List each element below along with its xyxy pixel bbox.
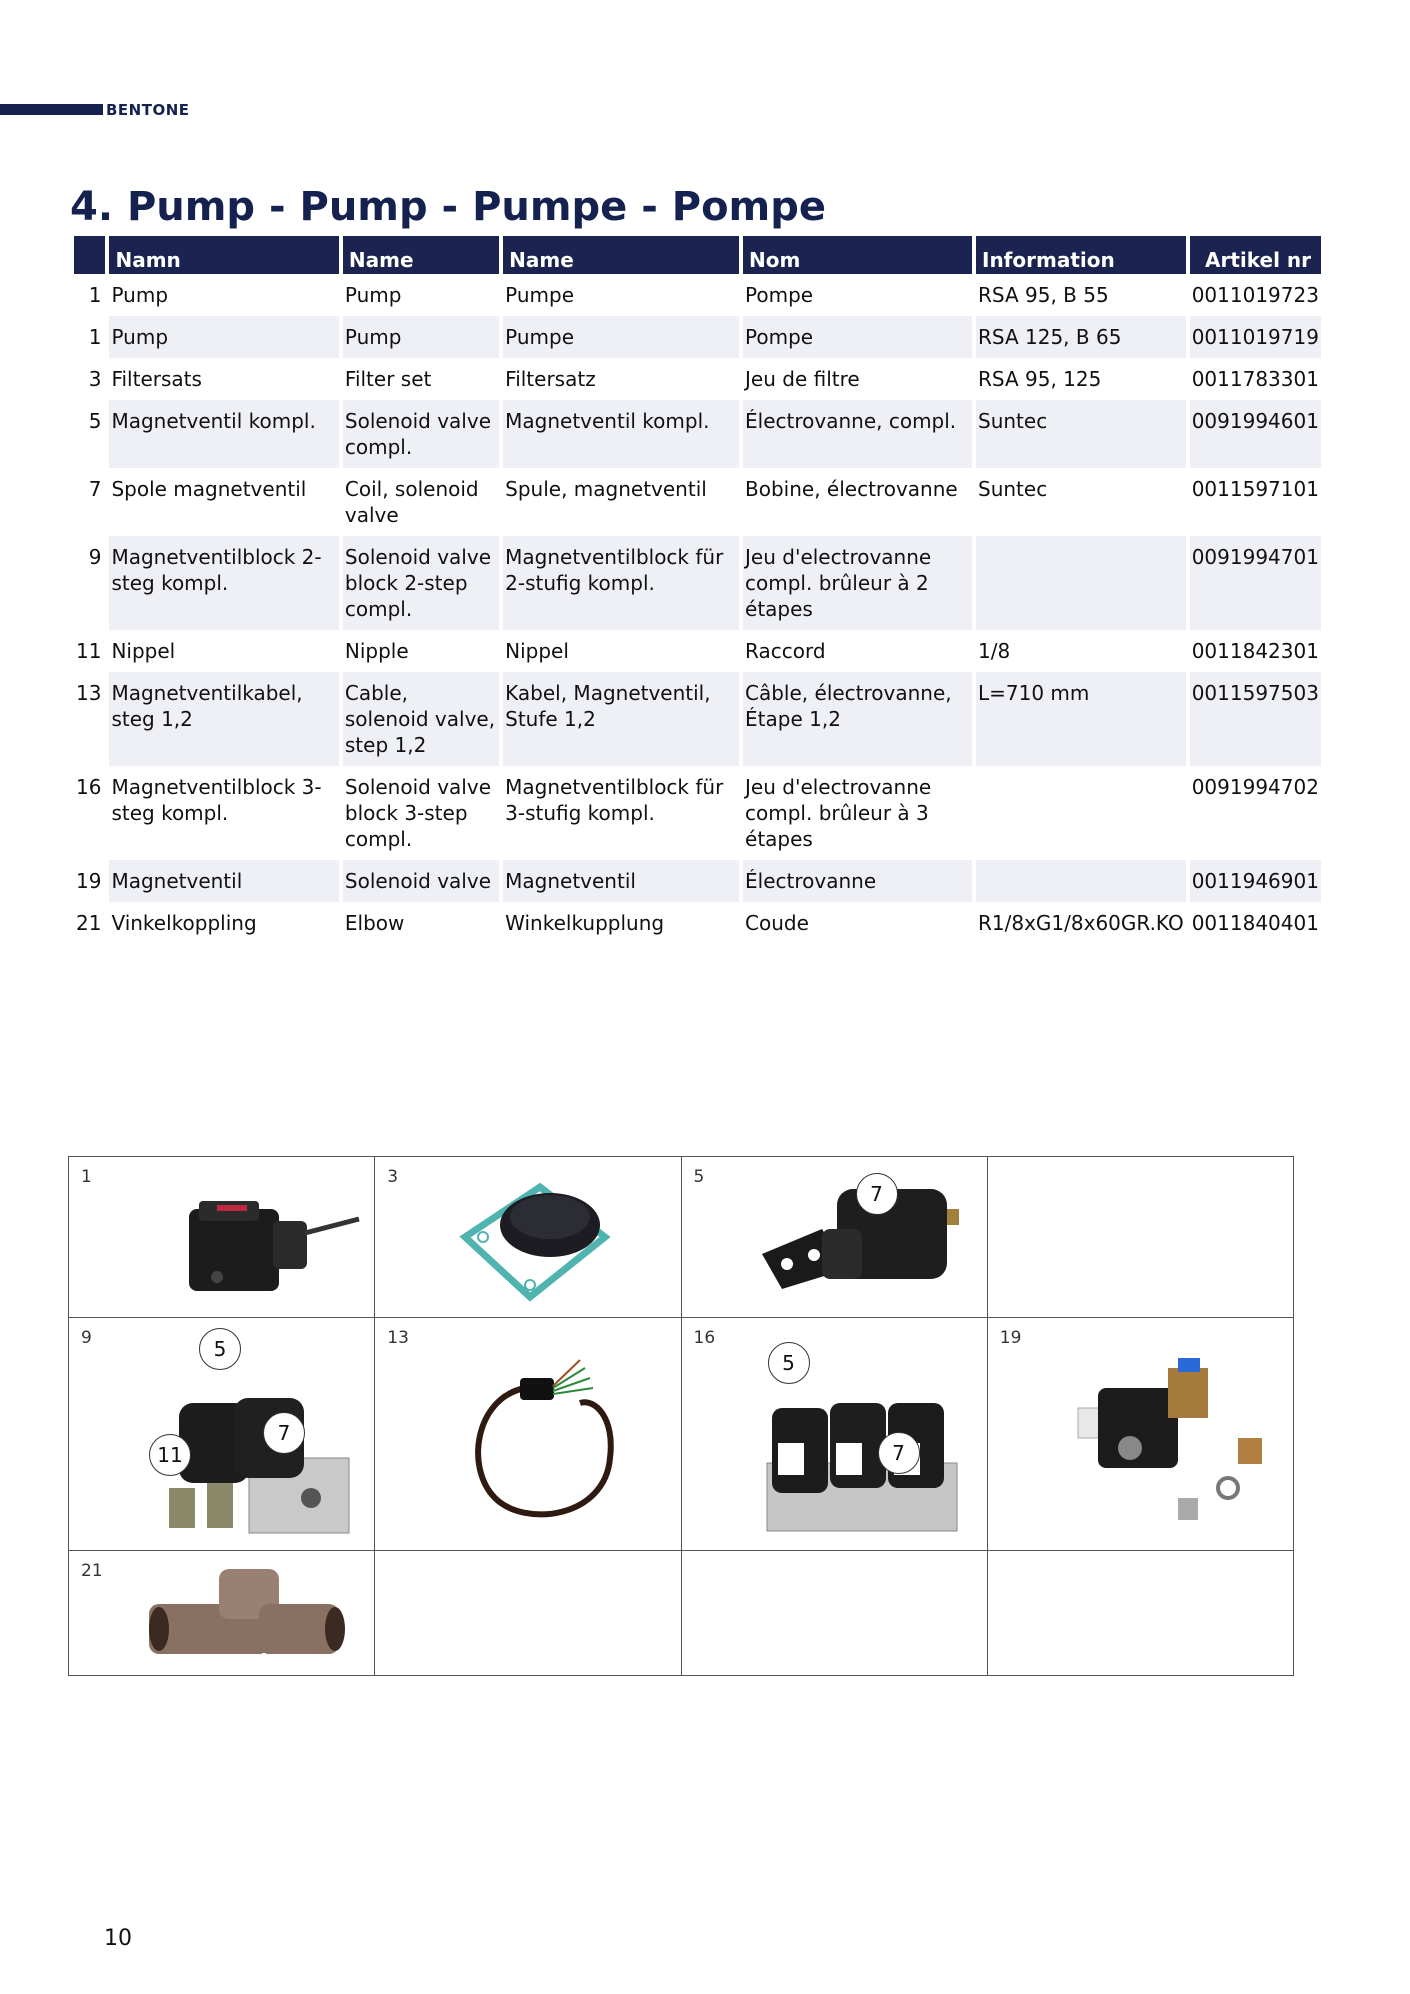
col-namn: Namn	[109, 236, 338, 274]
grid-cell-empty-1	[987, 1157, 1293, 1318]
cell-number: 1	[81, 1167, 92, 1187]
col-nom: Nom	[743, 236, 972, 274]
row-name-en: Nipple	[344, 639, 409, 663]
grid-cell-empty-3	[681, 1551, 987, 1676]
page-title: 4. Pump - Pump - Pumpe - Pompe	[70, 184, 826, 230]
row-namn: Magnetventilblock 2-steg kompl.	[109, 536, 338, 630]
callout-label: 5	[199, 1328, 241, 1370]
row-name-en: Cable, solenoid valve, step 1,2	[343, 672, 499, 766]
row-name-de: Winkelkupplung	[505, 911, 665, 935]
row-namn: Pump	[109, 316, 338, 358]
table-row	[74, 358, 1321, 400]
row-namn: Pump	[111, 283, 169, 307]
row-name-en: Pump	[343, 316, 499, 358]
parts-table	[70, 236, 1325, 944]
row-pos: 21	[76, 911, 102, 935]
row-pos: 9	[88, 545, 102, 569]
table-row	[74, 630, 1321, 672]
brand-bar	[0, 104, 103, 115]
parts-image-grid	[68, 1156, 1294, 1676]
row-pos: 13	[76, 681, 102, 705]
col-artikel-nr: Artikel nr	[1190, 236, 1321, 274]
row-nom: Pompe	[743, 316, 972, 358]
col-pos	[74, 236, 105, 274]
table-row	[74, 316, 1321, 358]
row-namn: Magnetventilkabel, steg 1,2	[109, 672, 338, 766]
row-namn: Nippel	[111, 639, 176, 663]
table-row	[74, 400, 1321, 468]
grid-cell-16	[681, 1318, 987, 1551]
cell-number: 21	[81, 1561, 103, 1581]
row-information: RSA 95, 125	[978, 367, 1102, 391]
row-name-de: Pumpe	[505, 283, 575, 307]
row-information	[976, 766, 1186, 860]
row-artikel-nr: 0011842301	[1191, 639, 1319, 663]
row-name-de: Magnetventil	[503, 860, 739, 902]
row-name-en: Pump	[344, 283, 402, 307]
table-row	[74, 672, 1321, 766]
row-artikel-nr: 0011946901	[1190, 860, 1321, 902]
row-artikel-nr: 0011840401	[1191, 911, 1319, 935]
cell-number: 13	[387, 1328, 409, 1348]
row-artikel-nr: 0011597101	[1191, 477, 1319, 501]
table-row	[74, 536, 1321, 630]
filter-set-image	[455, 1177, 615, 1302]
row-pos: 3	[88, 367, 102, 391]
pump-image	[169, 1181, 399, 1301]
row-information: Suntec	[978, 477, 1048, 501]
row-name-en: Solenoid valve	[343, 860, 499, 902]
row-pos: 11	[76, 639, 102, 663]
row-artikel-nr: 0091994701	[1190, 536, 1321, 630]
table-row	[74, 902, 1321, 944]
grid-cell-3	[375, 1157, 681, 1318]
col-name-en: Name	[343, 236, 499, 274]
row-pos: 19	[76, 869, 102, 893]
row-namn: Vinkelkoppling	[111, 911, 257, 935]
grid-cell-1	[69, 1157, 375, 1318]
row-nom: Câble, électrovanne, Étape 1,2	[743, 672, 972, 766]
elbow-image	[139, 1559, 349, 1669]
row-namn: Filtersats	[111, 367, 202, 391]
row-artikel-nr: 0091994601	[1190, 400, 1321, 468]
row-name-de: Filtersatz	[505, 367, 596, 391]
row-nom: Pompe	[745, 283, 814, 307]
row-name-de: Nippel	[505, 639, 569, 663]
row-information: L=710 mm	[976, 672, 1186, 766]
grid-cell-empty-2	[375, 1551, 681, 1676]
row-nom: Jeu d'electrovanne compl. brûleur à 3 étapes	[745, 775, 932, 851]
row-nom: Jeu d'electrovanne compl. brûleur à 2 étapes	[743, 536, 972, 630]
row-information: RSA 125, B 65	[976, 316, 1186, 358]
grid-cell-5	[681, 1157, 987, 1318]
row-namn: Magnetventil	[109, 860, 338, 902]
grid-cell-9	[69, 1318, 375, 1551]
table-row	[74, 766, 1321, 860]
row-information: RSA 95, B 55	[978, 283, 1109, 307]
row-name-de: Kabel, Magnetventil, Stufe 1,2	[503, 672, 739, 766]
row-information: R1/8xG1/8x60GR.KO	[978, 911, 1184, 935]
row-name-de: Pumpe	[503, 316, 739, 358]
grid-cell-empty-4	[987, 1551, 1293, 1676]
row-name-en: Elbow	[344, 911, 405, 935]
valve-block-3-step-image	[762, 1363, 962, 1543]
row-namn: Spole magnetventil	[111, 477, 307, 501]
solenoid-cable-image	[465, 1348, 625, 1538]
row-information	[976, 536, 1186, 630]
cell-number: 19	[999, 1328, 1022, 1348]
table-row	[74, 468, 1321, 536]
col-information: Information	[976, 236, 1186, 274]
table-row	[74, 860, 1321, 902]
row-name-en: Solenoid valve block 2-step compl.	[343, 536, 499, 630]
row-nom: Électrovanne	[743, 860, 972, 902]
grid-cell-19	[987, 1318, 1293, 1551]
row-artikel-nr: 0011019719	[1190, 316, 1321, 358]
row-artikel-nr: 0011597503	[1190, 672, 1321, 766]
solenoid-valve-19-image	[1058, 1348, 1288, 1538]
row-nom: Coude	[745, 911, 809, 935]
row-nom: Bobine, électrovanne	[745, 477, 958, 501]
grid-cell-13	[375, 1318, 681, 1551]
page-number: 10	[104, 1926, 132, 1951]
cell-number: 16	[693, 1328, 716, 1348]
row-name-de: Magnetventilblock für 3-stufig kompl.	[505, 775, 724, 825]
row-namn: Magnetventilblock 3-steg kompl.	[111, 775, 322, 825]
row-pos: 5	[88, 409, 102, 433]
row-artikel-nr: 0011783301	[1191, 367, 1319, 391]
callout-label: 11	[149, 1434, 191, 1476]
row-name-de: Magnetventil kompl.	[503, 400, 739, 468]
row-name-de: Magnetventilblock für 2-stufig kompl.	[503, 536, 739, 630]
row-name-en: Coil, solenoid valve	[344, 477, 479, 527]
callout-label: 7	[856, 1173, 898, 1215]
row-artikel-nr: 0091994702	[1191, 775, 1319, 799]
row-nom: Raccord	[745, 639, 826, 663]
row-pos: 16	[76, 775, 102, 799]
callout-label: 7	[878, 1432, 920, 1474]
row-information: Suntec	[976, 400, 1186, 468]
cell-number: 5	[693, 1167, 705, 1187]
table-row	[74, 274, 1321, 316]
row-pos: 7	[88, 477, 102, 501]
row-pos: 1	[88, 325, 102, 349]
table-header-row	[74, 236, 1321, 274]
row-information: 1/8	[978, 639, 1011, 663]
cell-number: 9	[81, 1328, 92, 1348]
callout-label: 7	[263, 1412, 305, 1454]
callout-label: 5	[768, 1342, 810, 1384]
row-name-en: Filter set	[344, 367, 432, 391]
row-nom: Jeu de filtre	[745, 367, 860, 391]
row-pos: 1	[88, 283, 102, 307]
row-nom: Électrovanne, compl.	[743, 400, 972, 468]
grid-cell-21	[69, 1551, 375, 1676]
brand-name: BENTONE	[106, 101, 190, 119]
row-artikel-nr: 0011019723	[1191, 283, 1319, 307]
row-namn: Magnetventil kompl.	[109, 400, 338, 468]
row-information	[976, 860, 1186, 902]
row-name-en: Solenoid valve block 3-step compl.	[344, 775, 491, 851]
cell-number: 3	[387, 1167, 399, 1187]
col-name-de: Name	[503, 236, 739, 274]
row-name-en: Solenoid valve compl.	[343, 400, 499, 468]
row-name-de: Spule, magnetventil	[505, 477, 707, 501]
